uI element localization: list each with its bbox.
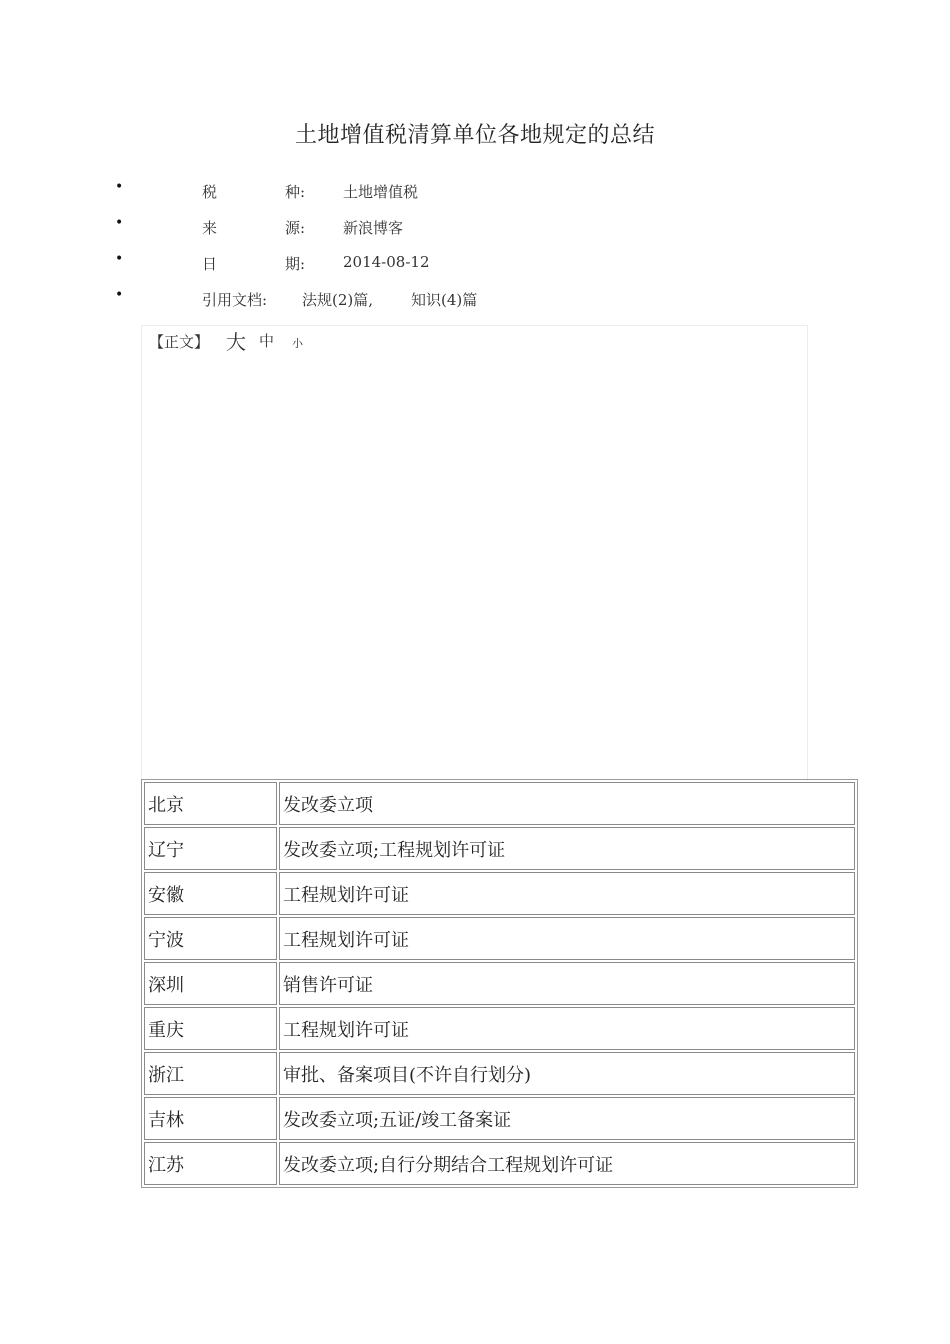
rule-cell: 工程规划许可证 [279, 872, 855, 915]
meta-item-refs [0, 284, 950, 320]
region-cell: 北京 [144, 782, 277, 825]
font-size-large-button[interactable]: 大 [226, 330, 246, 354]
meta-value-source: 新浪博客 [343, 219, 404, 237]
rule-cell: 发改委立项 [279, 782, 855, 825]
rule-cell: 审批、备案项目(不许自行划分) [279, 1052, 855, 1095]
meta-value-tax-type: 土地增值税 [343, 183, 419, 201]
meta-label: 期: [285, 255, 306, 273]
table-row [144, 1052, 855, 1095]
meta-label: 税 [202, 183, 218, 201]
rule-cell: 发改委立项;自行分期结合工程规划许可证 [279, 1142, 855, 1185]
table-row [144, 872, 855, 915]
table-row [144, 917, 855, 960]
region-cell: 宁波 [144, 917, 277, 960]
body-label: 【正文】 [149, 333, 210, 351]
meta-item-date [0, 248, 950, 284]
bullet-icon: • [115, 179, 124, 195]
region-cell: 安徽 [144, 872, 277, 915]
meta-label: 种: [285, 183, 306, 201]
refs-knowledge-link[interactable]: 知识(4)篇 [411, 291, 478, 309]
table-row [144, 1007, 855, 1050]
table-row [144, 782, 855, 825]
region-cell: 深圳 [144, 962, 277, 1005]
font-size-medium-button[interactable]: 中 [259, 332, 275, 350]
meta-label: 源: [285, 219, 306, 237]
refs-label: 引用文档: [202, 291, 268, 309]
rule-cell: 发改委立项;工程规划许可证 [279, 827, 855, 870]
region-cell: 浙江 [144, 1052, 277, 1095]
region-cell: 江苏 [144, 1142, 277, 1185]
rule-cell: 工程规划许可证 [279, 1007, 855, 1050]
bullet-icon: • [115, 215, 124, 231]
meta-label: 日 [202, 255, 218, 273]
font-size-small-button[interactable]: 小 [292, 337, 303, 350]
region-cell: 吉林 [144, 1097, 277, 1140]
meta-label: 来 [202, 219, 218, 237]
meta-item-tax-type [0, 176, 950, 212]
bullet-icon: • [115, 287, 124, 303]
table-row [144, 1097, 855, 1140]
bullet-icon: • [115, 251, 124, 267]
content-area [141, 325, 808, 781]
refs-laws-link[interactable]: 法规(2)篇, [302, 291, 374, 309]
region-cell: 辽宁 [144, 827, 277, 870]
table-row [144, 1142, 855, 1185]
rule-cell: 发改委立项;五证/竣工备案证 [279, 1097, 855, 1140]
meta-list [0, 176, 950, 320]
region-cell: 重庆 [144, 1007, 277, 1050]
rule-cell: 工程规划许可证 [279, 917, 855, 960]
table-row [144, 827, 855, 870]
meta-item-source [0, 212, 950, 248]
page-title: 土地增值税清算单位各地规定的总结 [294, 123, 655, 148]
meta-value-date: 2014-08-12 [343, 253, 430, 271]
table-row [144, 962, 855, 1005]
rule-cell: 销售许可证 [279, 962, 855, 1005]
region-rules-table [141, 779, 858, 1188]
